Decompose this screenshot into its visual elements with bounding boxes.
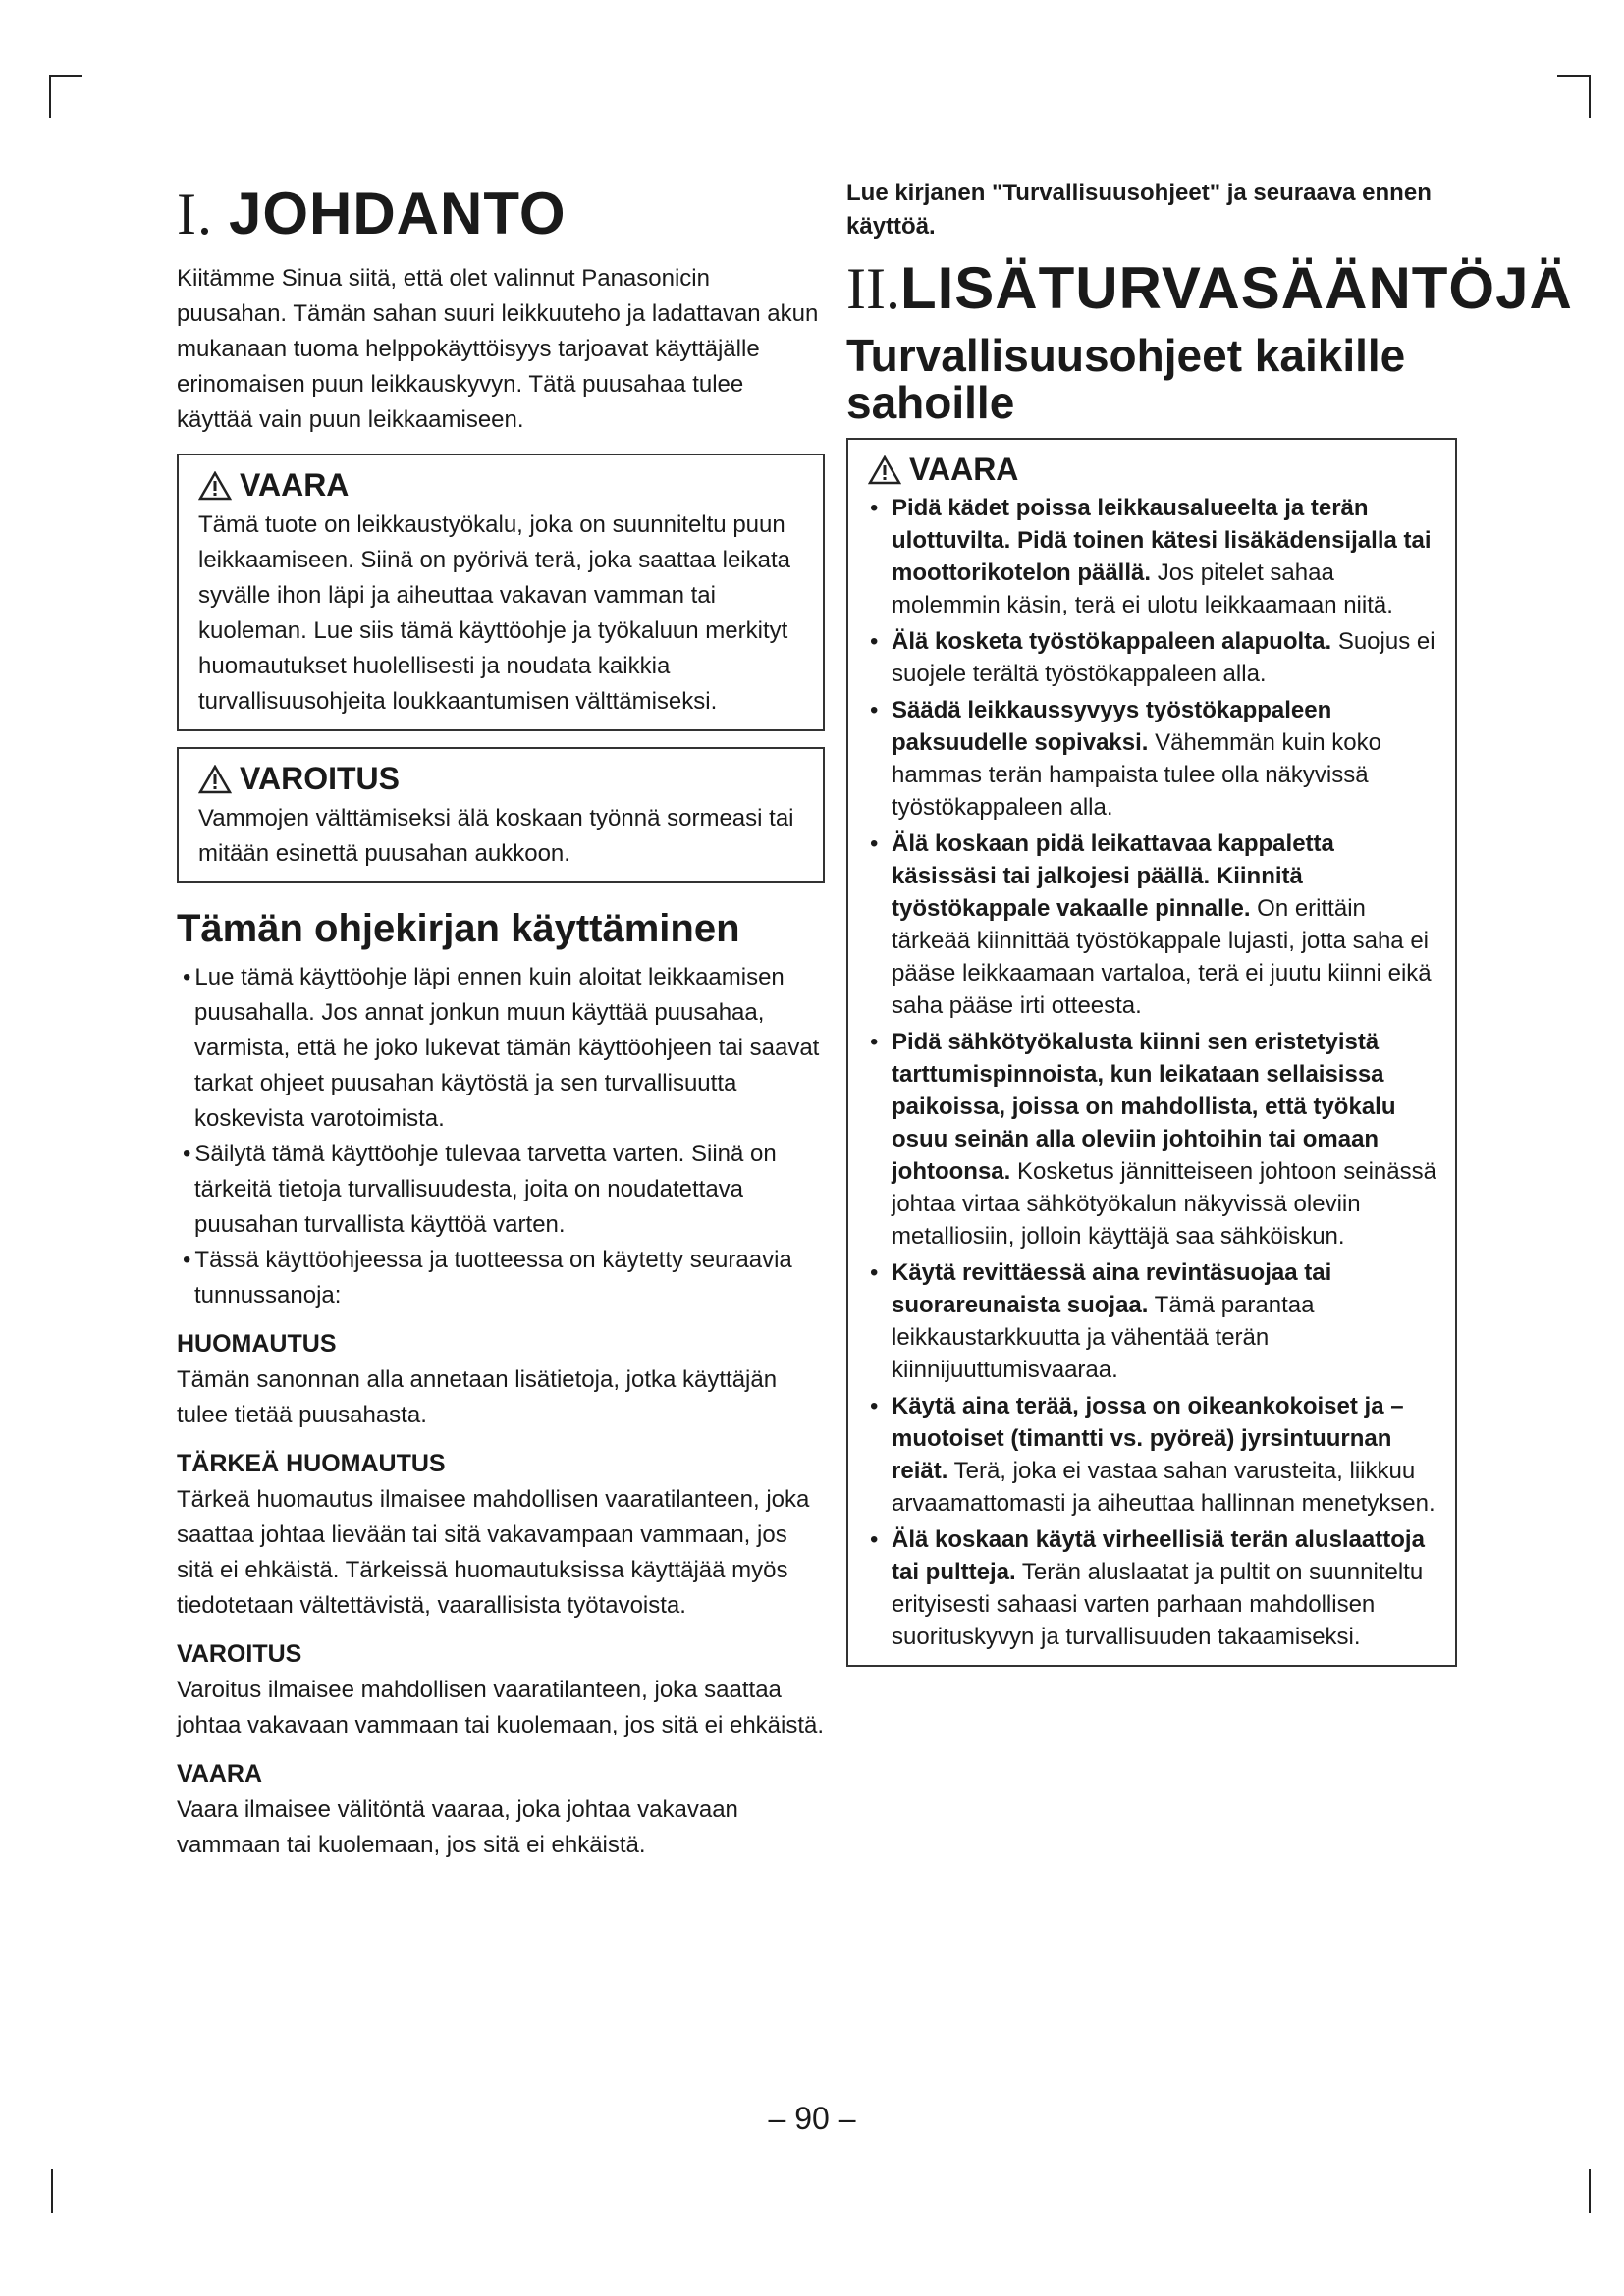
rule-text: Suojus ei suojele terältä työstökappaleen alla. <box>892 628 1435 687</box>
caution-title-label: VAROITUS <box>240 761 400 796</box>
rule-bold: Pidä kädet poissa leikkausalueelta ja terän ulottuvilta. Pidä toinen kätesi lisäkädensijalla tai moottorikotelon päällä. <box>892 495 1432 586</box>
safety-rule <box>868 492 1445 621</box>
danger-title-label: VAARA <box>240 467 350 503</box>
rule-text: On erittäin tärkeää kiinnittää työstökappale lujasti, jotta saha ei pääse leikkaamaan vartaloa, terä ei juutu kiinni eikä saha pääse irti otteesta. <box>892 895 1432 1019</box>
saw-danger-label: VAARA <box>909 452 1019 487</box>
rule-text: Terä, joka ei vastaa sahan varusteita, liikkuu arvaamattomasti ja aiheuttaa hallinnan menetyksen. <box>892 1458 1435 1517</box>
note-heading: TÄRKEÄ HUOMAUTUS <box>177 1450 446 1477</box>
caution-box <box>177 747 825 883</box>
danger-box-title <box>198 467 811 504</box>
section1-heading <box>177 181 825 246</box>
danger-box <box>177 454 825 731</box>
safety-rule <box>868 1026 1445 1253</box>
usage-bullets <box>177 960 825 1313</box>
rule-text: Kosketus jännitteiseen johtoon seinässä johtaa virtaa sähkötyökalun näkyvissä oleviin metalliosiin, jolloin käyttäjä saa sähköiskun. <box>892 1158 1436 1250</box>
note-text: Tärkeä huomautus ilmaisee mahdollisen vaaratilanteen, joka saattaa johtaa lievään tai sitä vakavampaan vammaan, jos sitä ei ehkäistä. Tärkeissä huomautuksissa käyttäjää myös tiedotetaan vältettävistä, vaarallisista työtavoista. <box>177 1486 810 1619</box>
caution-box-title <box>198 761 811 797</box>
section2-heading <box>846 255 1573 321</box>
rule-text: Terän aluslaatat ja pultit on suunniteltu erityisesti sahaasi varten parhaan mahdollisen suorituskyvyn ja turvallisuuden takaamiseksi. <box>892 1559 1424 1650</box>
usage-bullet: • Lue tämä käyttöohje läpi ennen kuin aloitat leikkaamisen puusahalla. Jos annat jonkun muun käyttää puusahaa, varmista, että he joko lukevat tämän käyttöohjeen tai saavat tarkat ohjeet puusahan käytöstä ja sen turvallisuutta koskevista varotoimista. <box>177 960 825 1137</box>
section1-title: JOHDANTO <box>228 181 567 246</box>
safety-subheading: Turvallisuusohjeet kaikille sahoille <box>846 330 1406 428</box>
intro-text: Kiitämme Sinua siitä, että olet valinnut Panasonicin puusahan. Tämän sahan suuri leikkuuteho ja ladattavan akun mukanaan tuoma helppokäyttöisyys tarjoavat käyttäjälle erinomaisen puun leikkauskyvyn. Tätä puusahaa tulee käyttää vain puun leikkaamiseen. <box>177 265 819 433</box>
note-heading: VAARA <box>177 1760 263 1788</box>
safety-rule <box>868 625 1445 690</box>
crop-mark-bottom-right <box>1589 2169 1591 2213</box>
note-text: Tämän sanonnan alla annetaan lisätietoja, jotka käyttäjän tulee tietää puusahasta. <box>177 1366 778 1428</box>
rule-bold: Älä koskaan käytä virheellisiä terän aluslaattoja tai pultteja. <box>892 1526 1425 1585</box>
safety-rule <box>868 1523 1445 1653</box>
warning-triangle-icon <box>198 471 232 501</box>
rule-text: Vähemmän kuin koko hammas terän hampaista tulee olla näkyvissä työstökappaleen alla. <box>892 729 1381 821</box>
rule-bold: Käytä revittäessä aina revintäsuojaa tai suorareunaista suojaa. <box>892 1259 1332 1318</box>
safety-rule <box>868 1256 1445 1386</box>
crop-mark-bottom-left <box>51 2169 53 2213</box>
warning-triangle-icon <box>198 765 232 794</box>
note-heading: HUOMAUTUS <box>177 1330 337 1358</box>
rule-text: Tämä parantaa leikkaustarkkuutta ja vähentää terän kiinnijuuttumisvaaraa. <box>892 1292 1315 1383</box>
usage-bullet: • Säilytä tämä käyttöohje tulevaa tarvetta varten. Siinä on tärkeitä tietoja turvallisuudesta, joita on noudatettava puusahan turvallista käyttöä varten. <box>177 1137 825 1243</box>
safety-rule <box>868 828 1445 1022</box>
safety-rules-list <box>868 492 1445 1653</box>
crop-mark-top-left-h <box>49 75 82 77</box>
crop-mark-top-left-v <box>49 75 51 118</box>
left-column <box>177 177 825 1863</box>
note-text: Vaara ilmaisee välitöntä vaaraa, joka johtaa vakavaan vammaan tai kuolemaan, jos sitä ei ehkäistä. <box>177 1796 738 1858</box>
rule-bold: Älä koskaan pidä leikattavaa kappaletta käsissäsi tai jalkojesi päällä. Kiinnitä työstökappale vakaalle pinnalle. <box>892 830 1334 922</box>
section1-numeral: I. <box>177 182 213 246</box>
crop-mark-top-right-h <box>1557 75 1591 77</box>
note-text: Varoitus ilmaisee mahdollisen vaaratilanteen, joka saattaa johtaa vakavaan vammaan tai kuolemaan, jos sitä ei ehkäistä. <box>177 1677 825 1738</box>
safety-rule <box>868 694 1445 824</box>
rule-bold: Säädä leikkaussyvyys työstökappaleen paksuudelle sopivaksi. <box>892 697 1332 756</box>
section2-title: LISÄTURVASÄÄNTÖJÄ <box>899 255 1573 321</box>
saw-danger-title <box>868 452 1445 488</box>
safety-rule <box>868 1390 1445 1520</box>
read-booklet-note: Lue kirjanen "Turvallisuusohjeet" ja seuraava ennen käyttöä. <box>846 180 1432 240</box>
rule-bold: Käytä aina terää, jossa on oikeankokoiset ja –muotoiset (timantti vs. pyöreä) jyrsintuurnan reiät. <box>892 1393 1404 1484</box>
rule-text: Jos pitelet sahaa molemmin käsin, terä ei ulotu leikkaamaan niitä. <box>892 560 1393 618</box>
caution-box-text: Vammojen välttämiseksi älä koskaan työnnä sormeasi tai mitään esinettä puusahan aukkoon. <box>198 805 794 867</box>
right-column <box>846 177 1573 1667</box>
usage-heading: Tämän ohjekirjan käyttäminen <box>177 907 740 950</box>
section2-numeral: II. <box>846 256 900 321</box>
crop-mark-top-right-v <box>1589 75 1591 118</box>
rule-bold: Älä kosketa työstökappaleen alapuolta. <box>892 628 1332 655</box>
rule-bold: Pidä sähkötyökalusta kiinni sen eristetyistä tarttumispinnoista, kun leikataan sellaisissa paikoissa, joissa on mahdollista, että työkalu osuu seinän alla oleviin johtoihin tai omaan johtoonsa. <box>892 1029 1396 1185</box>
usage-bullet: • Tässä käyttöohjeessa ja tuotteessa on käytetty seuraavia tunnussanoja: <box>177 1243 825 1313</box>
note-heading: VAROITUS <box>177 1640 302 1668</box>
page-number: – 90 – <box>768 2101 856 2136</box>
saw-danger-box <box>846 438 1457 1667</box>
warning-triangle-icon <box>868 455 901 485</box>
danger-box-text: Tämä tuote on leikkaustyökalu, joka on suunniteltu puun leikkaamiseen. Siinä on pyörivä terä, joka saattaa leikata syvälle ihon läpi ja aiheuttaa vakavan vamman tai kuoleman. Lue siis tämä käyttöohje ja työkaluun merkityt huomautukset huolellisesti ja noudata kaikkia turvallisuusohjeita loukkaantumisen välttämiseksi. <box>198 511 790 715</box>
